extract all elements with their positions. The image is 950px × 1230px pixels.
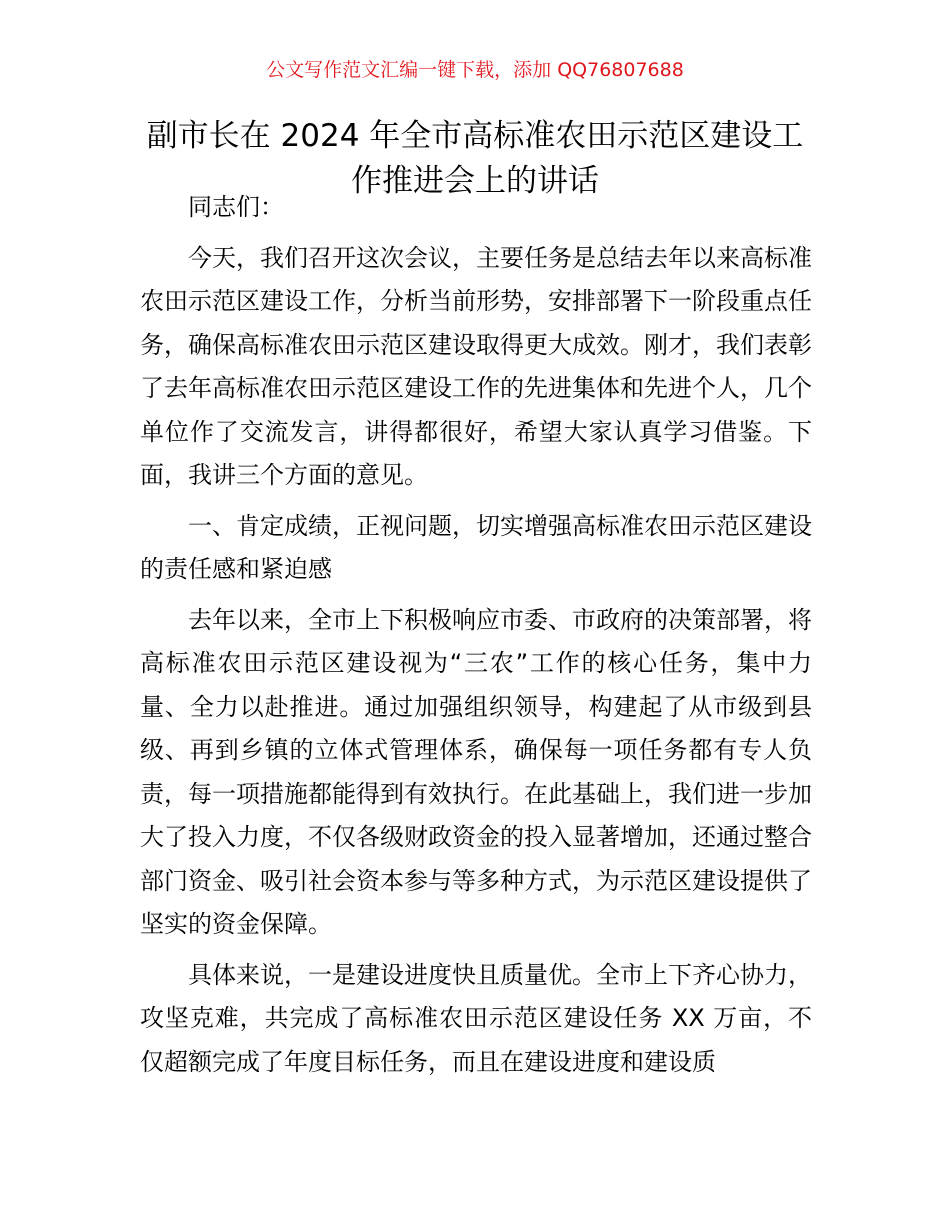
salutation: 同志们： <box>188 193 284 221</box>
document-body <box>140 186 812 1084</box>
document-title: 副市长在 2024 年全市高标准农田示范区建设工作推进会上的讲话 <box>146 118 804 199</box>
paragraph-specifics: 具体来说，一是建设进度快且质量优。全市上下齐心协力，攻坚克难，共完成了高标准农田示范区建设任务 XX 万亩，不仅超额完成了年度目标任务，而且在建设进度和建设质 <box>140 960 812 1076</box>
paragraph-opening: 今天，我们召开这次会议，主要任务是总结去年以来高标准农田示范区建设工作，分析当前形势，安排部署下一阶段重点任务，确保高标准农田示范区建设取得更大成效。刚才，我们表彰了去年高标准农田示范区建设工作的先进集体和先进个人，几个单位作了交流发言，讲得都很好，希望大家认真学习借鉴。下面，我讲三个方面的意见。 <box>140 243 812 489</box>
paragraph-achievements: 去年以来，全市上下积极响应市委、市政府的决策部署，将高标准农田示范区建设视为“三农”工作的核心任务，集中力量、全力以赴推进。通过加强组织领导，构建起了从市级到县级、再到乡镇的立体式管理体系，确保每一项任务都有专人负责，每一项措施都能得到有效执行。在此基础上，我们进一步加大了投入力度，不仅各级财政资金的投入显著增加，还通过整合部门资金、吸引社会资本参与等多种方式，为示范区建设提供了坚实的资金保障。 <box>140 605 812 938</box>
section-heading-1: 一、肯定成绩，正视问题，切实增强高标准农田示范区建设的责任感和紧迫感 <box>140 511 812 583</box>
download-notice: 公文写作范文汇编一键下载，添加 QQ76807688 <box>266 59 684 81</box>
